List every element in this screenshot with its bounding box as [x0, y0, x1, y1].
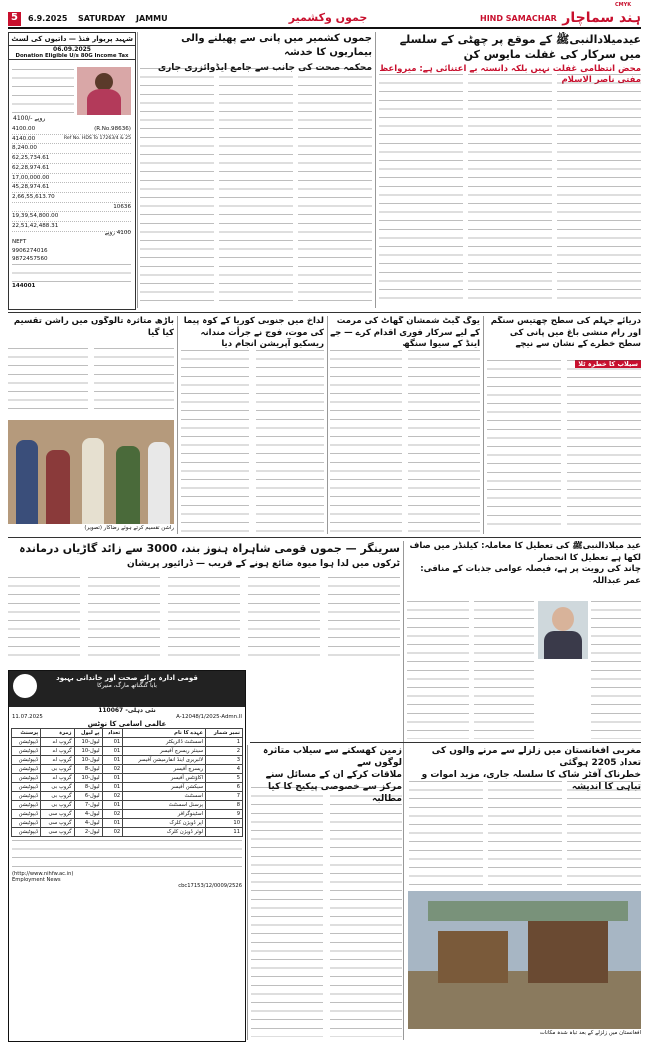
- donor-photo: [77, 67, 131, 115]
- govt-ad: [8, 670, 246, 1042]
- column-rule: [177, 316, 178, 534]
- table-row: 7 اسسٹنٹ 02 لیول-6 گروپ بی ڈیپوٹیشن: [12, 792, 243, 801]
- donation-row: 10636: [12, 203, 131, 213]
- edition-date: 6.9.2025: [28, 14, 68, 23]
- donation-row: 4140.00 Ref No. HDS To 17263/4 & 25: [12, 135, 131, 145]
- donor-text: [12, 69, 74, 113]
- top-strip: [8, 11, 641, 29]
- cremation-story: [330, 316, 480, 534]
- donation-row: 19,39,54,800.00: [12, 212, 131, 222]
- ad-org: قومی ادارہ برائے صحت اور خاندانی بہبود: [56, 674, 198, 682]
- column-rule: [375, 32, 376, 308]
- omar-story: [406, 541, 641, 741]
- donation-row: 17,00,000.00: [12, 174, 131, 184]
- omar-photo: [538, 601, 588, 659]
- ration-photo-caption: راشن تقسیم کرتے ہوئے رضاکار (تصویر): [84, 525, 174, 531]
- earthquake-photo: [408, 891, 641, 1029]
- divider: [8, 537, 641, 538]
- health-body-col: [298, 68, 372, 306]
- highway-story: [8, 541, 400, 665]
- donation-eligible: Donation Eligible U/s 80G Income Tax: [9, 53, 135, 60]
- lead-body-col: [379, 74, 463, 306]
- donation-row: 62,28,974.61: [12, 164, 131, 174]
- ad-logo: [13, 674, 37, 698]
- table-row: 5 اکاؤنٹس آفیسر 01 لیول-10 گروپ اے ڈیپوٹیشن: [12, 774, 243, 783]
- health-body-col: [140, 68, 214, 306]
- table-row: 6 سیکشن آفیسر 01 لیول-8 گروپ بی ڈیپوٹیشن: [12, 783, 243, 792]
- flood-meeting-headline-3: مرکز سے خصوصی پیکیج کا کیا مطالبہ: [268, 782, 402, 804]
- flood-relief-headline: دریائے جہلم کی سطح چھتیس سنگم اور رام منشی باغ میں پانی کی سطح خطرے کے نشان سے نیچے: [490, 316, 641, 349]
- page-number: 5: [8, 12, 21, 26]
- health-story: [140, 32, 372, 308]
- flood-relief-story: [486, 316, 641, 534]
- donation-rupees: 4100/- روپے: [13, 115, 46, 122]
- ad-ref: A-12048/1/2025-Admn.II: [176, 714, 242, 720]
- column-rule: [247, 745, 248, 1040]
- donation-row: 45,28,974.61: [12, 183, 131, 193]
- ad-addr: بابا گنگناتھ مارگ، منیرکا: [97, 682, 157, 689]
- masthead-en: HIND SAMACHAR: [480, 14, 557, 23]
- highway-headline-2: ٹرکوں میں لدا ہوا میوہ ضائع ہونے کے قریب — ڈرائیور پریشان: [127, 559, 400, 569]
- donation-row: 2,66,55,613.70: [12, 193, 131, 203]
- table-row: 4 ریسرچ آفیسر 02 لیول-8 گروپ بی ڈیپوٹیشن: [12, 765, 243, 774]
- health-headline-1: جموں کشمیر میں پانی سے پھیلنے والی بیماریوں کا خدشہ: [181, 33, 372, 58]
- afghan-story: [408, 745, 641, 1040]
- ad-header: [9, 671, 245, 707]
- ad-cbc: cbc17153/12/0009/2526: [178, 883, 242, 889]
- omar-headline-2: چاند کی رویت پر ہے، فیصلہ عوامی جذبات کے منافی: عمر عبداللہ: [420, 564, 641, 586]
- ad-date: 11.07.2025: [12, 714, 43, 720]
- afghan-headline-1: مغربی افغانستان میں زلزلے سے مرنے والوں کی تعداد 2205 ہوگئی: [431, 746, 641, 768]
- flood-relief-tag: سیلاب کا خطرہ ٹلا: [575, 360, 641, 368]
- column-rule: [327, 316, 328, 534]
- flood-meeting-headline-1: زمین کھسکنے سے سیلاب متاثرہ لوگوں سے: [263, 746, 402, 768]
- column-rule: [403, 541, 404, 1040]
- lead-body-col: [557, 74, 641, 306]
- table-row: 1 اسسٹنٹ ڈائریکٹر 01 لیول-10 گروپ اے ڈیپوٹیشن: [12, 738, 243, 747]
- column-rule: [137, 32, 138, 308]
- afghan-headline-2: خطرناک آفٹر شاک کا سلسلہ جاری، مزید اموات و تباہی کا اندیشہ: [421, 770, 641, 792]
- cmyk-mark: CMYK: [615, 2, 632, 8]
- ration-photo: [8, 420, 174, 524]
- divider: [8, 312, 641, 313]
- donation-row: 4100.00 (R.No.98636): [12, 125, 131, 135]
- column-rule: [483, 316, 484, 534]
- edition-city: JAMMU: [136, 14, 168, 23]
- ad-news: Employment News: [12, 877, 61, 883]
- flood-meeting-story: [250, 745, 402, 1040]
- divider: [250, 742, 641, 743]
- donation-row: 8,240.00: [12, 144, 131, 154]
- rations-headline: باڑھ متاثرہ تالوگوں میں راشن تقسیم کیا گیا: [13, 316, 174, 338]
- cremation-headline: یوگ گیٹ شمشان گھاٹ کی مرمت کے لیے سرکار فوری اقدام کرے — جے اینڈ کے سیوا سنگھ: [330, 316, 480, 349]
- table-row: 9 اسٹینوگرافر 02 لیول-4 گروپ سی ڈیپوٹیشن: [12, 810, 243, 819]
- health-body-col: [219, 68, 293, 306]
- donation-bank: 4100 روپے NEFT 9906274016 9872457560 144001: [12, 230, 131, 290]
- masthead-ur: ہند سماچار: [562, 10, 641, 26]
- donation-row: 22,51,42,488.31: [12, 222, 131, 232]
- health-headline-2: محکمہ صحت کی جانب سے جامع ایڈوائزری جاری: [157, 63, 372, 73]
- table-row: 11 لوئر ڈویژن کلرک 02 لیول-2 گروپ سی ڈیپوٹیشن: [12, 828, 243, 837]
- edition-weekday: SATURDAY: [78, 14, 126, 23]
- donation-box: [8, 32, 136, 310]
- lead-headline-1: عیدمیلادالنبیﷺ کے موقع پر چھٹی کے سلسلے میں سرکار کی غفلت مایوس کن: [399, 33, 641, 61]
- ad-notice: عالمی اسامی کا نوٹس: [87, 720, 167, 728]
- vacancy-table: [11, 728, 243, 837]
- flood-meeting-headline-2: ملاقات کرکے ان کے مسائل سنے: [265, 770, 402, 780]
- highway-headline-1: سرینگر — جموں قومی شاہراہ ہنوز بند، 3000 سے زائد گاڑیاں درماندہ: [19, 542, 400, 555]
- lead-headline-2: محض انتظامی غفلت نہیں بلکہ دانستہ بے اعتنائی ہے: میرواعظ مفتی ناصر الاسلام: [379, 64, 641, 85]
- ad-city: نئی دہلی- 110067: [98, 707, 156, 714]
- rations-story: [8, 316, 174, 534]
- donation-list: [12, 125, 131, 232]
- earthquake-caption: افغانستان میں زلزلے کے بعد تباہ شدہ مکانات: [539, 1030, 641, 1036]
- table-header-row: نمبر شمار عہدے کا نام تعداد پے لیول زمرہ پرسنٹ: [12, 729, 243, 738]
- donation-date: 06.09.2025: [53, 46, 91, 53]
- ladakh-headline: لداخ میں جنوبی کوریا کے کوہ پیما کی موت، فوج نے جرأت مندانہ ریسکیو آپریشن انجام دیا: [183, 316, 324, 349]
- table-row: 2 سینئر ریسرچ آفیسر 01 لیول-10 گروپ اے ڈیپوٹیشن: [12, 747, 243, 756]
- omar-headline-1: عید میلادالنبیﷺ کی تعطیل کا معاملہ: کیلنڈر میں صاف لکھا ہے تعطیل کا انحصار: [409, 541, 641, 563]
- donation-title: شہید پریوار فنڈ — داتیوں کی لسٹ: [9, 33, 135, 46]
- table-row: 3 لائبریری اینڈ انفارمیشن آفیسر 01 لیول-10 گروپ اے ڈیپوٹیشن: [12, 756, 243, 765]
- section-title: جموں وکشمیر: [288, 11, 368, 24]
- ad-web[interactable]: (http://www.nihfw.ac.in): [12, 871, 74, 877]
- table-row: 10 اپر ڈویژن کلرک 01 لیول-4 گروپ سی ڈیپوٹیشن: [12, 819, 243, 828]
- ladakh-story: [180, 316, 324, 534]
- table-row: 8 پرسنل اسسٹنٹ 01 لیول-7 گروپ بی ڈیپوٹیشن: [12, 801, 243, 810]
- lead-story: [378, 32, 641, 308]
- lead-body-col: [468, 74, 552, 306]
- donation-row: 62,25,734.61: [12, 154, 131, 164]
